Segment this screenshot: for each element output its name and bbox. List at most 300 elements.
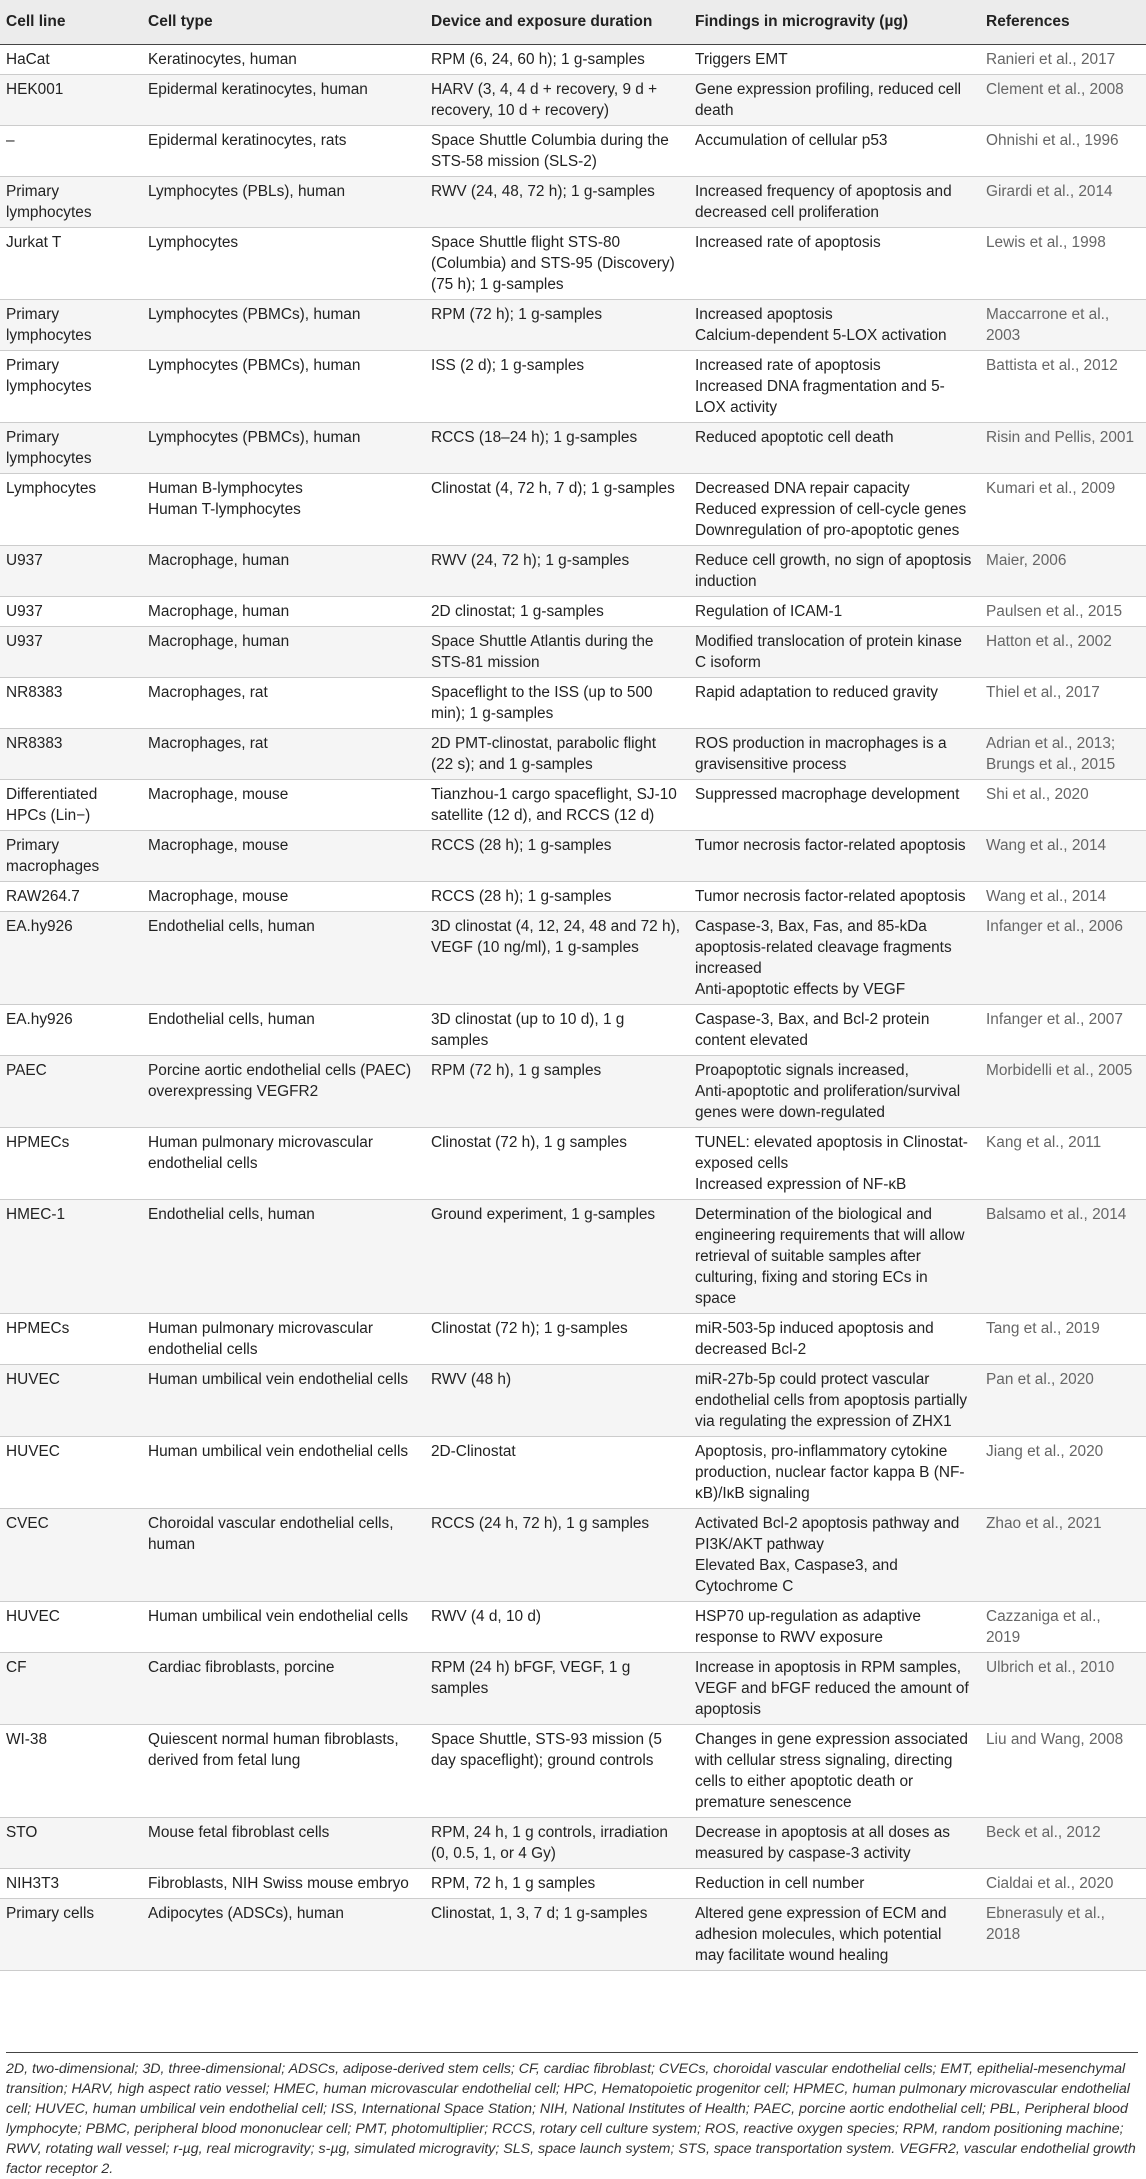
cell-reference: [980, 882, 1146, 912]
reference-text: Kang et al., 2011: [986, 1134, 1102, 1151]
cell-type-text: Porcine aortic endothelial cells (PAEC) overexpressing VEGFR2: [148, 1062, 412, 1100]
cell-line-text: U937: [6, 633, 43, 650]
device-duration-text: Space Shuttle Atlantis during the STS-81 mission: [431, 633, 654, 671]
cell-type-text: Macrophage, human: [148, 633, 290, 650]
cell-findings: [689, 627, 980, 678]
device-duration-text: 3D clinostat (4, 12, 24, 48 and 72 h), VEGF (10 ng/ml), 1 g-samples: [431, 918, 680, 956]
cell-type-text: Macrophage, mouse: [148, 786, 289, 803]
reference-text: Shi et al., 2020: [986, 786, 1089, 803]
table-body: [0, 45, 1146, 1971]
header-cell-line: Cell line: [0, 0, 142, 45]
cell-type-text: Endothelial cells, human: [148, 1206, 315, 1223]
cell-reference: [980, 228, 1146, 300]
cell-cell-line: [0, 780, 142, 831]
reference-text: Battista et al., 2012: [986, 357, 1118, 374]
cell-line-text: HUVEC: [6, 1443, 60, 1460]
cell-device-duration: [425, 300, 689, 351]
cell-reference: [980, 912, 1146, 1005]
device-duration-text: RPM (24 h) bFGF, VEGF, 1 g samples: [431, 1659, 631, 1697]
cell-cell-line: [0, 126, 142, 177]
cell-device-duration: [425, 1869, 689, 1899]
cell-cell-line: [0, 1437, 142, 1509]
findings-text: Decrease in apoptosis at all doses as measured by caspase-3 activity: [695, 1824, 950, 1862]
device-duration-text: RWV (48 h): [431, 1371, 512, 1388]
cell-line-text: Primary lymphocytes: [6, 357, 92, 395]
cell-device-duration: [425, 45, 689, 75]
cell-reference: [980, 45, 1146, 75]
findings-text: Caspase-3, Bax, and Bcl-2 protein content elevated: [695, 1011, 930, 1049]
cell-cell-line: [0, 729, 142, 780]
cell-cell-type: [142, 1005, 425, 1056]
device-duration-text: RCCS (24 h, 72 h), 1 g samples: [431, 1515, 650, 1532]
cell-reference: [980, 1725, 1146, 1818]
table-row: [0, 1437, 1146, 1509]
table-row: [0, 1509, 1146, 1602]
cell-cell-type: [142, 1869, 425, 1899]
reference-text: Cialdai et al., 2020: [986, 1875, 1114, 1892]
table-row: [0, 678, 1146, 729]
findings-text: Caspase-3, Bax, Fas, and 85-kDa apoptosis-related cleavage fragments increased: [695, 918, 952, 977]
reference-text: Ebnerasuly et al., 2018: [986, 1905, 1105, 1943]
cell-reference: [980, 1128, 1146, 1200]
device-duration-text: Clinostat, 1, 3, 7 d; 1 g-samples: [431, 1905, 648, 1922]
cell-type-text: Endothelial cells, human: [148, 918, 315, 935]
cell-cell-type: [142, 177, 425, 228]
cell-findings: [689, 1818, 980, 1869]
cell-findings: [689, 1653, 980, 1725]
cell-cell-type: [142, 1200, 425, 1314]
cell-cell-line: [0, 75, 142, 126]
cell-line-text: HaCat: [6, 51, 50, 68]
table-row: [0, 1200, 1146, 1314]
cell-reference: [980, 351, 1146, 423]
cell-cell-type: [142, 627, 425, 678]
device-duration-text: 2D clinostat; 1 g-samples: [431, 603, 604, 620]
cell-cell-type: [142, 1056, 425, 1128]
cell-cell-line: [0, 228, 142, 300]
cell-reference: [980, 1653, 1146, 1725]
cell-line-text: Primary macrophages: [6, 837, 100, 875]
cell-type-text: Epidermal keratinocytes, rats: [148, 132, 347, 149]
cell-reference: [980, 75, 1146, 126]
table-row: [0, 1128, 1146, 1200]
cell-type-text: Lymphocytes (PBLs), human: [148, 183, 346, 200]
device-duration-text: Clinostat (72 h); 1 g-samples: [431, 1320, 628, 1337]
cell-device-duration: [425, 912, 689, 1005]
findings-text: Anti-apoptotic and proliferation/survival genes were down-regulated: [695, 1083, 961, 1121]
device-duration-text: RPM, 24 h, 1 g controls, irradiation (0, 0.5, 1, or 4 Gy): [431, 1824, 668, 1862]
cell-line-text: Lymphocytes: [6, 480, 97, 497]
cell-type-text: Keratinocytes, human: [148, 51, 297, 68]
cell-findings: [689, 1437, 980, 1509]
findings-text: Downregulation of pro-apoptotic genes: [695, 522, 960, 539]
cell-type-text: Lymphocytes (PBMCs), human: [148, 306, 361, 323]
cell-cell-type: [142, 780, 425, 831]
table-row: [0, 1314, 1146, 1365]
cell-reference: [980, 1602, 1146, 1653]
reference-text: Kumari et al., 2009: [986, 480, 1116, 497]
cell-device-duration: [425, 831, 689, 882]
reference-text: Adrian et al., 2013;: [986, 735, 1116, 752]
cell-device-duration: [425, 546, 689, 597]
cell-line-text: NR8383: [6, 735, 63, 752]
cell-line-text: U937: [6, 552, 43, 569]
findings-text: TUNEL: elevated apoptosis in Clinostat-exposed cells: [695, 1134, 968, 1172]
cell-cell-line: [0, 423, 142, 474]
cell-reference: [980, 1200, 1146, 1314]
device-duration-text: RPM (72 h); 1 g-samples: [431, 306, 603, 323]
reference-text: Paulsen et al., 2015: [986, 603, 1123, 620]
cell-cell-type: [142, 831, 425, 882]
cell-type-text: Human umbilical vein endothelial cells: [148, 1443, 409, 1460]
cell-findings: [689, 75, 980, 126]
cell-cell-type: [142, 45, 425, 75]
cell-reference: [980, 1314, 1146, 1365]
cell-findings: [689, 912, 980, 1005]
cell-device-duration: [425, 1602, 689, 1653]
cell-cell-line: [0, 474, 142, 546]
reference-text: Maier, 2006: [986, 552, 1067, 569]
cell-device-duration: [425, 1128, 689, 1200]
cell-findings: [689, 780, 980, 831]
cell-device-duration: [425, 780, 689, 831]
cell-findings: [689, 1005, 980, 1056]
cell-cell-type: [142, 1899, 425, 1971]
cell-line-text: HMEC-1: [6, 1206, 65, 1223]
findings-text: miR-503-5p induced apoptosis and decreased Bcl-2: [695, 1320, 934, 1358]
cell-type-text: Adipocytes (ADSCs), human: [148, 1905, 344, 1922]
findings-text: Rapid adaptation to reduced gravity: [695, 684, 938, 701]
table-row: [0, 831, 1146, 882]
cell-cell-line: [0, 882, 142, 912]
cell-line-text: HUVEC: [6, 1371, 60, 1388]
device-duration-text: Clinostat (4, 72 h, 7 d); 1 g-samples: [431, 480, 675, 497]
cell-type-text: Human B-lymphocytes: [148, 480, 303, 497]
table-row: [0, 423, 1146, 474]
table-row: [0, 1869, 1146, 1899]
findings-text: Anti-apoptotic effects by VEGF: [695, 981, 906, 998]
cell-device-duration: [425, 1200, 689, 1314]
findings-text: Tumor necrosis factor-related apoptosis: [695, 888, 966, 905]
cell-type-text: Macrophage, human: [148, 603, 290, 620]
cell-line-text: U937: [6, 603, 43, 620]
table-row: [0, 1056, 1146, 1128]
cell-cell-line: [0, 627, 142, 678]
cell-findings: [689, 597, 980, 627]
findings-text: Elevated Bax, Caspase3, and Cytochrome C: [695, 1557, 898, 1595]
table-row: [0, 1005, 1146, 1056]
cell-type-text: Human pulmonary microvascular endothelial cells: [148, 1320, 373, 1358]
cell-device-duration: [425, 597, 689, 627]
cell-cell-type: [142, 126, 425, 177]
cell-line-text: Primary lymphocytes: [6, 183, 92, 221]
cell-device-duration: [425, 228, 689, 300]
cell-reference: [980, 1005, 1146, 1056]
header-device: Device and exposure duration: [425, 0, 689, 45]
cell-line-text: HPMECs: [6, 1134, 70, 1151]
cell-reference: [980, 1869, 1146, 1899]
findings-text: Increased rate of apoptosis: [695, 234, 881, 251]
table-row: [0, 780, 1146, 831]
cell-cell-type: [142, 1128, 425, 1200]
cell-findings: [689, 423, 980, 474]
reference-text: Maccarrone et al., 2003: [986, 306, 1110, 344]
device-duration-text: RPM (6, 24, 60 h); 1 g-samples: [431, 51, 645, 68]
cell-findings: [689, 678, 980, 729]
footnote: 2D, two-dimensional; 3D, three-dimensional; ADSCs, adipose-derived stem cells; CF, cardiac fibroblast; CVECs, choroidal vascular endothelial cells; EMT, epithelial-mesenchymal transition; HARV, high aspect ratio vessel; HMEC, human microvascular endothelial cell; HPC, Hematopoietic progenitor cell; HPMEC, human pulmonary microvascular endothelial cell; HUVEC, human umbilical vein endothelial cell; ISS, International Space Station; NIH, National Institutes of Health; PAEC, porcine aortic endothelial cell; PBL, Peripheral blood lymphocyte; PBMC, peripheral blood mononuclear cell; PMT, photomultiplier; RCCS, rotary cell culture system; ROS, reactive oxygen species; RPM, random positioning machine; RWV, rotating wall vessel; r-µg, real microgravity; s-µg, simulated microgravity; SLS, space launch system; STS, space transportation system. VEGFR2, vascular endothelial growth factor receptor 2.: [6, 2052, 1138, 2179]
cell-type-text: Endothelial cells, human: [148, 1011, 315, 1028]
cell-reference: [980, 597, 1146, 627]
findings-text: Altered gene expression of ECM and adhesion molecules, which potential may facilitate wound healing: [695, 1905, 947, 1964]
cell-cell-line: [0, 912, 142, 1005]
cell-cell-line: [0, 1653, 142, 1725]
cell-device-duration: [425, 1899, 689, 1971]
device-duration-text: Spaceflight to the ISS (up to 500 min); 1 g-samples: [431, 684, 653, 722]
findings-text: Increased DNA fragmentation and 5-LOX activity: [695, 378, 945, 416]
device-duration-text: Clinostat (72 h), 1 g samples: [431, 1134, 627, 1151]
findings-text: Reduced apoptotic cell death: [695, 429, 894, 446]
reference-text: Brungs et al., 2015: [986, 756, 1116, 773]
device-duration-text: RWV (24, 72 h); 1 g-samples: [431, 552, 630, 569]
cell-type-text: Mouse fetal fibroblast cells: [148, 1824, 330, 1841]
cell-line-text: EA.hy926: [6, 1011, 73, 1028]
device-duration-text: 2D PMT-clinostat, parabolic flight (22 s); and 1 g-samples: [431, 735, 656, 773]
findings-text: Reduce cell growth, no sign of apoptosis induction: [695, 552, 972, 590]
cell-line-text: RAW264.7: [6, 888, 80, 905]
cell-type-text: Macrophage, human: [148, 552, 290, 569]
header-row: [0, 0, 1146, 45]
cell-device-duration: [425, 474, 689, 546]
findings-text: Activated Bcl-2 apoptosis pathway and PI3K/AKT pathway: [695, 1515, 960, 1553]
findings-text: HSP70 up-regulation as adaptive response to RWV exposure: [695, 1608, 921, 1646]
cell-type-text: Cardiac fibroblasts, porcine: [148, 1659, 335, 1676]
cell-type-text: Human T-lymphocytes: [148, 501, 301, 518]
cell-cell-type: [142, 729, 425, 780]
findings-text: Increased frequency of apoptosis and decreased cell proliferation: [695, 183, 952, 221]
reference-text: Hatton et al., 2002: [986, 633, 1112, 650]
findings-text: Accumulation of cellular p53: [695, 132, 888, 149]
table-row: [0, 45, 1146, 75]
cell-findings: [689, 1509, 980, 1602]
reference-text: Risin and Pellis, 2001: [986, 429, 1135, 446]
cell-cell-line: [0, 1056, 142, 1128]
cell-findings: [689, 300, 980, 351]
cell-cell-type: [142, 546, 425, 597]
cell-reference: [980, 627, 1146, 678]
cell-reference: [980, 546, 1146, 597]
reference-text: Ranieri et al., 2017: [986, 51, 1116, 68]
cell-findings: [689, 1365, 980, 1437]
findings-text: Suppressed macrophage development: [695, 786, 960, 803]
cell-cell-type: [142, 1314, 425, 1365]
cell-line-text: HEK001: [6, 81, 64, 98]
findings-text: Changes in gene expression associated with cellular stress signaling, directing cells to either apoptotic death or premature senescence: [695, 1731, 968, 1811]
table-row: [0, 1602, 1146, 1653]
table-row: [0, 546, 1146, 597]
cell-device-duration: [425, 177, 689, 228]
findings-text: Decreased DNA repair capacity: [695, 480, 910, 497]
cell-findings: [689, 228, 980, 300]
header-references: References: [980, 0, 1146, 45]
cell-type-text: Human pulmonary microvascular endothelial cells: [148, 1134, 373, 1172]
cell-device-duration: [425, 882, 689, 912]
cell-reference: [980, 474, 1146, 546]
cell-findings: [689, 45, 980, 75]
table-row: [0, 177, 1146, 228]
cell-cell-type: [142, 678, 425, 729]
cell-cell-type: [142, 1365, 425, 1437]
findings-text: Determination of the biological and engineering requirements that will allow retrieval of suitable samples after culturing, fixing and storing ECs in space: [695, 1206, 965, 1307]
cell-cell-type: [142, 1653, 425, 1725]
device-duration-text: ISS (2 d); 1 g-samples: [431, 357, 585, 374]
cell-cell-line: [0, 1899, 142, 1971]
cell-device-duration: [425, 1653, 689, 1725]
findings-text: Increased apoptosis: [695, 306, 833, 323]
device-duration-text: RCCS (28 h); 1 g-samples: [431, 837, 612, 854]
cell-cell-line: [0, 1509, 142, 1602]
cell-type-text: Human umbilical vein endothelial cells: [148, 1371, 409, 1388]
cell-cell-type: [142, 1509, 425, 1602]
cell-cell-line: [0, 1200, 142, 1314]
table-row: [0, 474, 1146, 546]
reference-text: Liu and Wang, 2008: [986, 1731, 1124, 1748]
cell-findings: [689, 1869, 980, 1899]
table-row: [0, 1818, 1146, 1869]
cell-type-text: Macrophages, rat: [148, 684, 268, 701]
cell-findings: [689, 729, 980, 780]
cell-cell-type: [142, 1437, 425, 1509]
cell-findings: [689, 1200, 980, 1314]
cell-reference: [980, 300, 1146, 351]
reference-text: Infanger et al., 2006: [986, 918, 1123, 935]
findings-text: Triggers EMT: [695, 51, 788, 68]
cell-type-text: Lymphocytes (PBMCs), human: [148, 357, 361, 374]
cell-findings: [689, 126, 980, 177]
cell-reference: [980, 1818, 1146, 1869]
cell-line-text: PAEC: [6, 1062, 47, 1079]
cell-findings: [689, 177, 980, 228]
device-duration-text: RPM (72 h), 1 g samples: [431, 1062, 602, 1079]
findings-text: miR-27b-5p could protect vascular endothelial cells from apoptosis partially via regulating the expression of ZHX1: [695, 1371, 968, 1430]
reference-text: Wang et al., 2014: [986, 837, 1107, 854]
reference-text: Ulbrich et al., 2010: [986, 1659, 1115, 1676]
cell-device-duration: [425, 126, 689, 177]
device-duration-text: 2D-Clinostat: [431, 1443, 516, 1460]
cell-findings: [689, 546, 980, 597]
cell-reference: [980, 1365, 1146, 1437]
cell-line-text: EA.hy926: [6, 918, 73, 935]
cell-cell-line: [0, 1365, 142, 1437]
cell-findings: [689, 1314, 980, 1365]
cell-cell-line: [0, 1128, 142, 1200]
findings-text: Tumor necrosis factor-related apoptosis: [695, 837, 966, 854]
cell-findings: [689, 351, 980, 423]
cell-cell-line: [0, 1314, 142, 1365]
cell-device-duration: [425, 1437, 689, 1509]
cell-cell-type: [142, 351, 425, 423]
findings-text: Reduced expression of cell-cycle genes: [695, 501, 967, 518]
cell-findings: [689, 882, 980, 912]
findings-text: ROS production in macrophages is a gravisensitive process: [695, 735, 947, 773]
table-row: [0, 351, 1146, 423]
cell-cell-type: [142, 597, 425, 627]
cell-reference: [980, 1899, 1146, 1971]
cell-cell-line: [0, 1602, 142, 1653]
table-row: [0, 126, 1146, 177]
cell-device-duration: [425, 75, 689, 126]
reference-text: Beck et al., 2012: [986, 1824, 1101, 1841]
cell-findings: [689, 831, 980, 882]
cell-type-text: Fibroblasts, NIH Swiss mouse embryo: [148, 1875, 409, 1892]
findings-text: Modified translocation of protein kinase C isoform: [695, 633, 962, 671]
cell-device-duration: [425, 351, 689, 423]
cell-type-text: Macrophage, mouse: [148, 837, 289, 854]
table-row: [0, 75, 1146, 126]
findings-text: Reduction in cell number: [695, 1875, 865, 1892]
table-row: [0, 1365, 1146, 1437]
reference-text: Cazzaniga et al., 2019: [986, 1608, 1101, 1646]
cell-device-duration: [425, 1056, 689, 1128]
table-row: [0, 882, 1146, 912]
findings-text: Regulation of ICAM-1: [695, 603, 843, 620]
cell-cell-type: [142, 474, 425, 546]
device-duration-text: RCCS (18–24 h); 1 g-samples: [431, 429, 638, 446]
cell-reference: [980, 780, 1146, 831]
cell-cell-type: [142, 1725, 425, 1818]
cell-cell-line: [0, 1818, 142, 1869]
findings-text: Increased rate of apoptosis: [695, 357, 881, 374]
cell-findings: [689, 1725, 980, 1818]
table-row: [0, 1899, 1146, 1971]
cell-findings: [689, 1128, 980, 1200]
device-duration-text: Tianzhou-1 cargo spaceflight, SJ-10 satellite (12 d), and RCCS (12 d): [431, 786, 677, 824]
device-duration-text: RWV (4 d, 10 d): [431, 1608, 542, 1625]
cell-line-text: WI-38: [6, 1731, 48, 1748]
cell-line-text: Primary lymphocytes: [6, 429, 92, 467]
cell-cell-type: [142, 882, 425, 912]
cell-reference: [980, 126, 1146, 177]
reference-text: Girardi et al., 2014: [986, 183, 1113, 200]
cell-cell-line: [0, 351, 142, 423]
findings-text: Increase in apoptosis in RPM samples, VEGF and bFGF reduced the amount of apoptosis: [695, 1659, 969, 1718]
cell-cell-type: [142, 1818, 425, 1869]
table-row: [0, 597, 1146, 627]
cell-cell-type: [142, 423, 425, 474]
cell-cell-line: [0, 1725, 142, 1818]
table-row: [0, 300, 1146, 351]
cell-cell-line: [0, 831, 142, 882]
cell-device-duration: [425, 1005, 689, 1056]
cell-line-text: NIH3T3: [6, 1875, 60, 1892]
cell-line-text: Primary cells: [6, 1905, 95, 1922]
cell-reference: [980, 1437, 1146, 1509]
reference-text: Balsamo et al., 2014: [986, 1206, 1127, 1223]
cell-cell-type: [142, 1602, 425, 1653]
reference-text: Infanger et al., 2007: [986, 1011, 1123, 1028]
cell-device-duration: [425, 678, 689, 729]
cell-type-text: Lymphocytes (PBMCs), human: [148, 429, 361, 446]
cell-cell-line: [0, 678, 142, 729]
cell-type-text: Choroidal vascular endothelial cells, human: [148, 1515, 394, 1553]
cell-reference: [980, 423, 1146, 474]
cell-type-text: Epidermal keratinocytes, human: [148, 81, 368, 98]
cell-cell-line: [0, 597, 142, 627]
reference-text: Pan et al., 2020: [986, 1371, 1094, 1388]
reference-text: Wang et al., 2014: [986, 888, 1107, 905]
findings-text: Proapoptotic signals increased,: [695, 1062, 909, 1079]
findings-text: Increased expression of NF-κB: [695, 1176, 907, 1193]
device-duration-text: RCCS (28 h); 1 g-samples: [431, 888, 612, 905]
